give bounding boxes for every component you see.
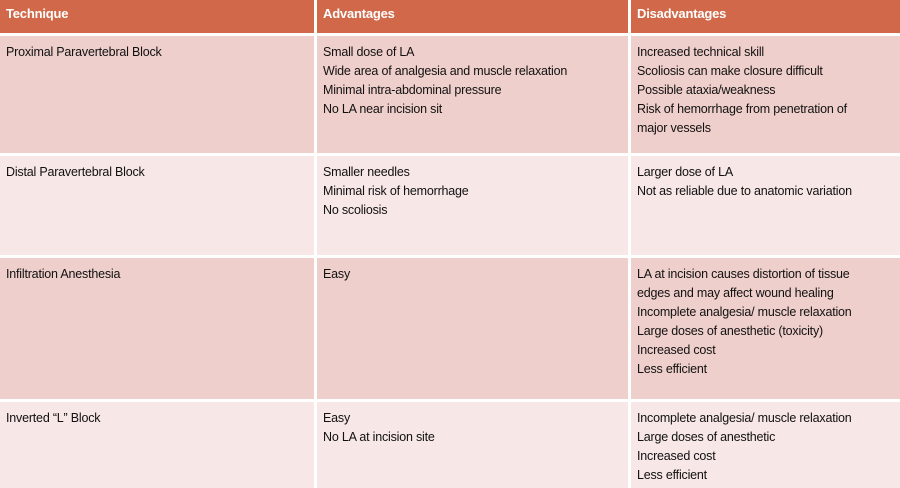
disadvantage-line: edges and may affect wound healing — [637, 286, 834, 300]
header-disadvantages: Disadvantages — [631, 0, 900, 33]
disadvantage-line: Increased cost — [637, 449, 716, 463]
disadvantages-cell — [631, 156, 900, 255]
advantage-line: No LA at incision site — [323, 430, 435, 444]
disadvantage-line: Incomplete analgesia/ muscle relaxation — [637, 305, 852, 319]
disadvantage-line: Large doses of anesthetic (toxicity) — [637, 324, 823, 338]
disadvantages-column — [631, 0, 900, 488]
disadvantage-line: Large doses of anesthetic — [637, 430, 776, 444]
disadvantage-line: Increased cost — [637, 343, 716, 357]
technique-cell: Proximal Paravertebral Block — [0, 36, 314, 153]
advantage-line: Small dose of LA — [323, 45, 415, 59]
disadvantage-line: Scoliosis can make closure difficult — [637, 64, 823, 78]
disadvantage-line: Possible ataxia/weakness — [637, 83, 776, 97]
advantage-line: Minimal intra-abdominal pressure — [323, 83, 502, 97]
disadvantage-line: major vessels — [637, 121, 711, 135]
header-advantages: Advantages — [317, 0, 628, 33]
advantage-line: Easy — [323, 411, 350, 425]
technique-cell: Infiltration Anesthesia — [0, 258, 314, 399]
advantage-line: Smaller needles — [323, 165, 410, 179]
disadvantage-line: Larger dose of LA — [637, 165, 733, 179]
disadvantage-line: Less efficient — [637, 468, 707, 482]
disadvantage-line: Increased technical skill — [637, 45, 765, 59]
advantages-cell — [317, 156, 628, 255]
advantage-line: Minimal risk of hemorrhage — [323, 184, 469, 198]
advantages-cell — [317, 402, 628, 488]
advantages-cell — [317, 36, 628, 153]
technique-column — [0, 0, 314, 488]
advantage-line: No scoliosis — [323, 203, 388, 217]
advantage-line: No LA near incision sit — [323, 102, 443, 116]
disadvantage-line: Risk of hemorrhage from penetration of — [637, 102, 847, 116]
disadvantage-line: Incomplete analgesia/ muscle relaxation — [637, 411, 852, 425]
disadvantages-cell — [631, 36, 900, 153]
advantages-cell — [317, 258, 628, 399]
disadvantage-line: Not as reliable due to anatomic variation — [637, 184, 852, 198]
technique-cell: Inverted “L” Block — [0, 402, 314, 488]
technique-cell: Distal Paravertebral Block — [0, 156, 314, 255]
disadvantage-line: Less efficient — [637, 362, 707, 376]
disadvantage-line: LA at incision causes distortion of tissue — [637, 267, 850, 281]
advantages-column — [317, 0, 628, 488]
disadvantages-cell — [631, 402, 900, 488]
header-technique: Technique — [0, 0, 314, 33]
disadvantages-cell — [631, 258, 900, 399]
advantage-line: Easy — [323, 267, 350, 281]
advantage-line: Wide area of analgesia and muscle relaxation — [323, 64, 568, 78]
